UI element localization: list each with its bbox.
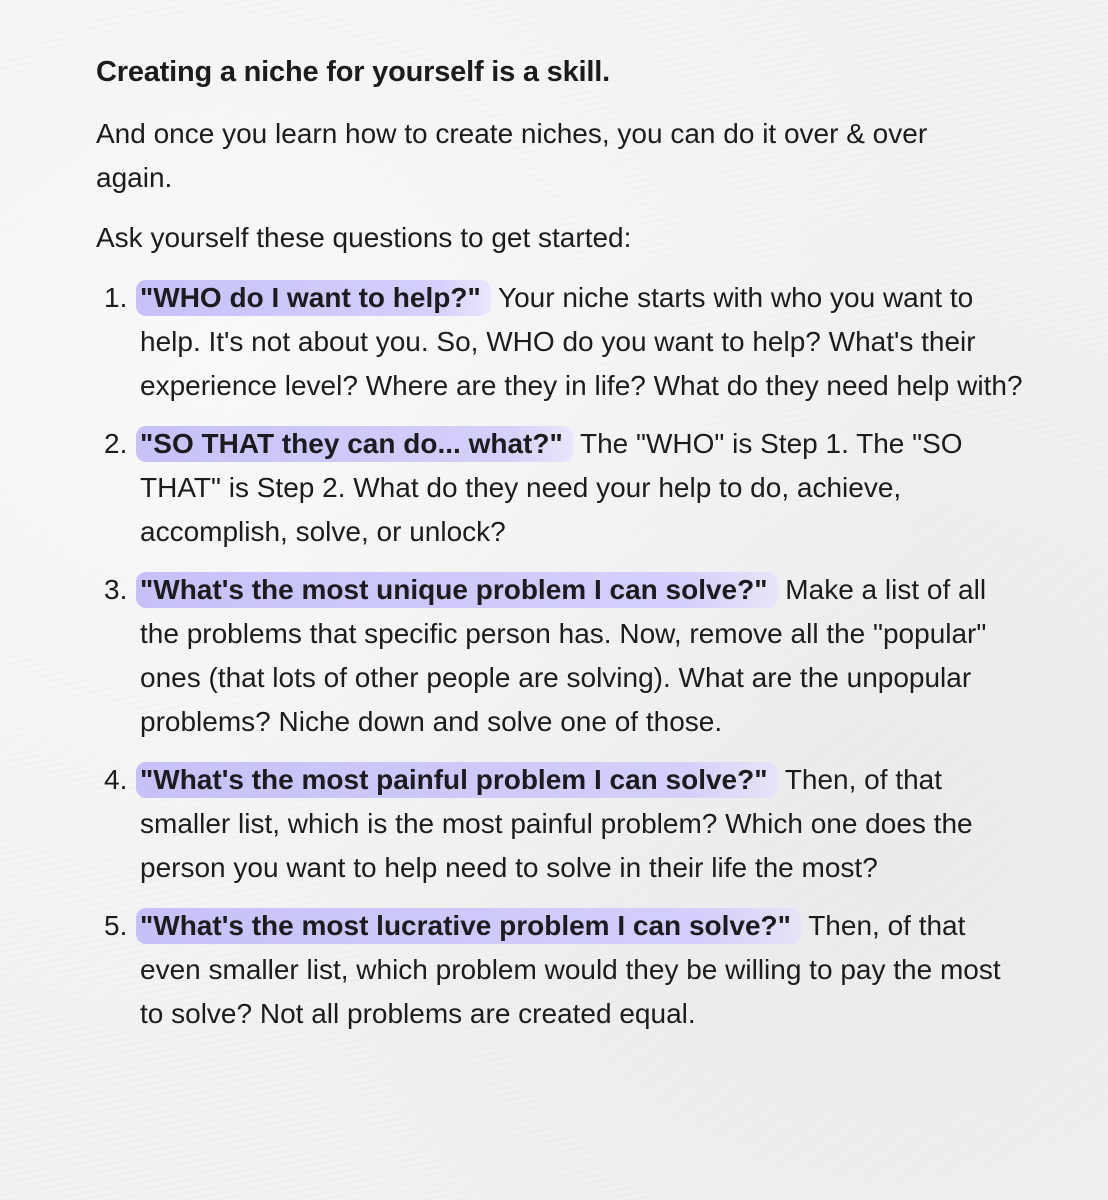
list-number: 3. (104, 574, 128, 605)
item-text: Then, of that smaller list, which is the most painful problem? Which one does the person you want to help need to solve in their life the most? (140, 764, 973, 883)
list-item (96, 568, 1026, 744)
list-item (96, 422, 1026, 554)
list-number: 1. (104, 282, 128, 313)
item-text: Make a list of all the problems that specific person has. Now, remove all the "popular" ones (that lots of other people are solving). What are the unpopular problems? Niche down and solve one of those. (140, 574, 987, 737)
question-highlight: "SO THAT they can do... what?" (136, 426, 573, 462)
list-item (96, 758, 1026, 890)
document-title: Creating a niche for yourself is a skill. (96, 56, 610, 88)
lead-paragraph: Ask yourself these questions to get started: (96, 222, 632, 253)
list-number: 4. (104, 764, 128, 795)
list-item (96, 276, 1026, 408)
list-item (96, 904, 1026, 1036)
questions-list (96, 276, 1026, 1036)
item-text: Your niche starts with who you want to help. It's not about you. So, WHO do you want to help? What's their experience level? Where are they in life? What do they need help with? (140, 282, 1023, 401)
list-number: 2. (104, 428, 128, 459)
list-number: 5. (104, 910, 128, 941)
document-body (96, 52, 1026, 1050)
item-text: The "WHO" is Step 1. The "SO THAT" is Step 2. What do they need your help to do, achieve, accomplish, solve, or unlock? (140, 428, 963, 547)
question-highlight: "What's the most lucrative problem I can solve?" (136, 908, 801, 944)
question-highlight: "WHO do I want to help?" (136, 280, 491, 316)
question-highlight: "What's the most unique problem I can solve?" (136, 572, 778, 608)
intro-paragraph: And once you learn how to create niches, you can do it over & over again. (96, 118, 928, 193)
item-text: Then, of that even smaller list, which problem would they be willing to pay the most to solve? Not all problems are created equal. (140, 910, 1001, 1029)
question-highlight: "What's the most painful problem I can solve?" (136, 762, 778, 798)
